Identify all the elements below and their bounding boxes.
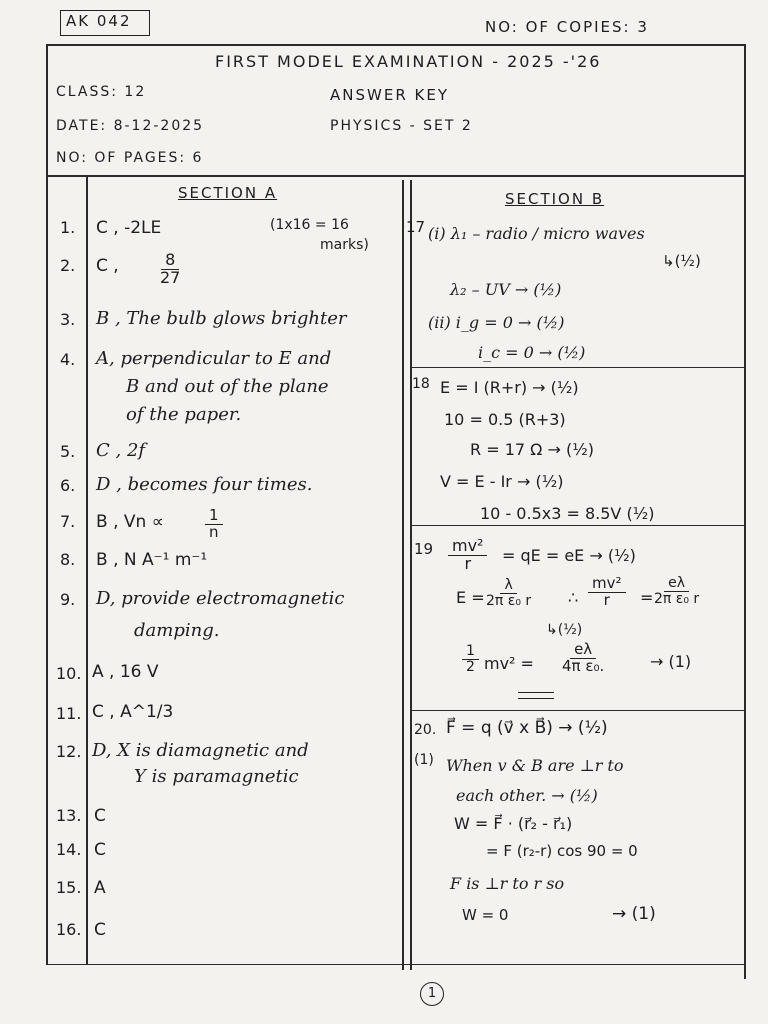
q7-fraction (205, 508, 223, 541)
pages-label: NO: OF PAGES: 6 (56, 150, 204, 166)
q13-answer: C (94, 806, 106, 826)
marks-note-line1: (1x16 = 16 (270, 217, 349, 233)
q2-fraction-denominator: 27 (160, 267, 181, 287)
q6-number: 6. (60, 476, 76, 495)
q19-l3-f1-denominator: 2 (466, 658, 475, 675)
q10-number: 10. (56, 664, 82, 683)
q17-line2: λ₂ – UV → (½) (450, 280, 562, 299)
q20-line7-mark: → (1) (612, 904, 656, 924)
q19-l1-numerator: mv² (448, 538, 487, 556)
q18-line2: 10 = 0.5 (R+3) (444, 410, 566, 429)
header-divider (46, 175, 746, 177)
q19-l2-f2-numerator: mv² (588, 576, 626, 593)
q8-number: 8. (60, 550, 76, 569)
q20-line1: F⃗ = q (v⃗ x B⃗) → (½) (446, 718, 608, 738)
q20-line3: each other. → (½) (456, 786, 598, 805)
q16-answer: C (94, 920, 106, 940)
q15-number: 15. (56, 878, 82, 897)
q12-answer-line2: Y is paramagnetic (134, 766, 299, 787)
q12-answer-line1: D, X is diamagnetic and (92, 740, 309, 761)
q19-line2-lhs: E = (456, 588, 485, 607)
class-label: CLASS: 12 (56, 84, 147, 100)
q19-l2-f2-denominator: r (603, 590, 610, 609)
q19-l3-f1-numerator: 1 (462, 644, 479, 660)
number-column-line (86, 175, 88, 965)
q20-divider (410, 710, 744, 711)
q19-line3-mark: → (1) (650, 652, 692, 671)
q7-answer: B , Vn ∝ (96, 512, 164, 532)
q20-line7: W = 0 (462, 906, 509, 924)
q6-answer: D , becomes four times. (96, 474, 313, 495)
q3-number: 3. (60, 310, 76, 329)
q18-line3: R = 17 Ω → (½) (470, 440, 594, 459)
page-number: 1 (420, 982, 444, 1006)
q20-line5: = F (r₂-r) cos 90 = 0 (486, 842, 638, 860)
q4-answer-line3: of the paper. (126, 404, 242, 425)
q15-answer: A (94, 878, 106, 898)
q9-number: 9. (60, 590, 76, 609)
q17-line1-mark: ↳(½) (662, 252, 701, 270)
q2-number: 2. (60, 256, 76, 275)
q3-answer: B , The bulb glows brighter (96, 308, 347, 329)
frame-left (46, 44, 48, 964)
q20-line4: W = F⃗ · (r⃗₂ - r⃗₁) (454, 814, 573, 833)
q19-l3-f2-denominator: 4π ε₀. (562, 656, 605, 675)
q19-end-double-line (518, 692, 554, 699)
q19-l3-f2-numerator: eλ (570, 642, 596, 659)
q7-fraction-denominator: n (209, 522, 219, 541)
q18-number: 18 (412, 376, 430, 392)
exam-title: FIRST MODEL EXAMINATION - 2025 -'26 (215, 52, 602, 71)
date-label: DATE: 8-12-2025 (56, 118, 205, 134)
q19-l2-f3-denominator: 2π ε₀ r (654, 590, 700, 607)
q2-fraction (160, 252, 180, 287)
q11-number: 11. (56, 704, 82, 723)
q17-line4: i_c = 0 → (½) (478, 343, 586, 362)
q19-number: 19 (414, 540, 434, 558)
q7-number: 7. (60, 512, 76, 531)
q10-answer: A , 16 V (92, 662, 159, 682)
copies-label: NO: OF COPIES: 3 (485, 18, 649, 36)
q2-answer: C , (96, 256, 119, 276)
q4-answer-line1: A, perpendicular to E and (96, 348, 332, 369)
q19-l2-fraction3 (654, 576, 699, 606)
q19-line2-equals: = (640, 588, 654, 607)
q20-line2: When v & B are ⊥r to (446, 756, 624, 775)
q19-l2-fraction1 (486, 578, 531, 608)
q20-subpart-number: (1) (414, 752, 434, 768)
section-divider-2 (410, 180, 412, 970)
section-divider-1 (402, 180, 404, 970)
q8-answer: B , N A⁻¹ m⁻¹ (96, 550, 208, 570)
q4-answer-line2: B and out of the plane (126, 376, 329, 397)
q11-answer: C , A^1/3 (92, 702, 174, 722)
q7-fraction-numerator: 1 (205, 508, 223, 525)
marks-note-line2: marks) (320, 237, 369, 253)
q1-number: 1. (60, 218, 76, 237)
q5-number: 5. (60, 442, 76, 461)
q13-number: 13. (56, 806, 82, 825)
q17-number: 17 (406, 218, 426, 236)
q20-number: 20. (414, 722, 437, 738)
q19-l2-fraction2 (588, 576, 626, 609)
q2-fraction-numerator: 8 (161, 252, 179, 270)
q19-line3-mid: mv² = (484, 654, 534, 673)
subject-label: PHYSICS - SET 2 (330, 118, 473, 134)
section-a-title: SECTION A (178, 184, 278, 202)
q19-line1: = qE = eE → (½) (502, 546, 636, 565)
q19-l1-denominator: r (464, 553, 472, 573)
q19-l3-fraction2 (562, 642, 604, 675)
q18-line4: V = E - Ir → (½) (440, 472, 564, 491)
section-b-title: SECTION B (505, 190, 605, 208)
frame-top (46, 44, 746, 46)
q19-l3-fraction1 (462, 644, 479, 674)
q17-line1: (i) λ₁ – radio / micro waves (428, 224, 645, 243)
q18-line1: E = I (R+r) → (½) (440, 378, 579, 397)
q19-l2-f3-numerator: eλ (664, 576, 689, 592)
q19-l2-f1-denominator: 2π ε₀ r (486, 592, 532, 609)
q9-answer-line2: damping. (134, 620, 220, 641)
answer-key-label: ANSWER KEY (330, 86, 449, 104)
q18-line5: 10 - 0.5x3 = 8.5V (½) (480, 504, 655, 523)
q19-l2-f1-numerator: λ (500, 578, 516, 594)
q4-number: 4. (60, 350, 76, 369)
q18-divider (410, 367, 744, 368)
q9-answer-line1: D, provide electromagnetic (96, 588, 345, 609)
q5-answer: C , 2f (96, 440, 146, 461)
paper-code: AK 042 (66, 12, 132, 30)
frame-right (744, 44, 746, 979)
q1-answer: C , -2LE (96, 218, 162, 238)
q20-line6: F is ⊥r to r so (450, 874, 565, 893)
q19-l1-fraction (448, 538, 487, 573)
q19-line2-therefore: ∴ (568, 588, 579, 607)
frame-bottom (46, 964, 746, 965)
q12-number: 12. (56, 742, 82, 761)
q19-line2-mark: ↳(½) (546, 622, 583, 638)
q14-answer: C (94, 840, 106, 860)
q19-divider (410, 525, 744, 526)
q16-number: 16. (56, 920, 82, 939)
q14-number: 14. (56, 840, 82, 859)
q17-line3: (ii) i_g = 0 → (½) (428, 313, 565, 332)
